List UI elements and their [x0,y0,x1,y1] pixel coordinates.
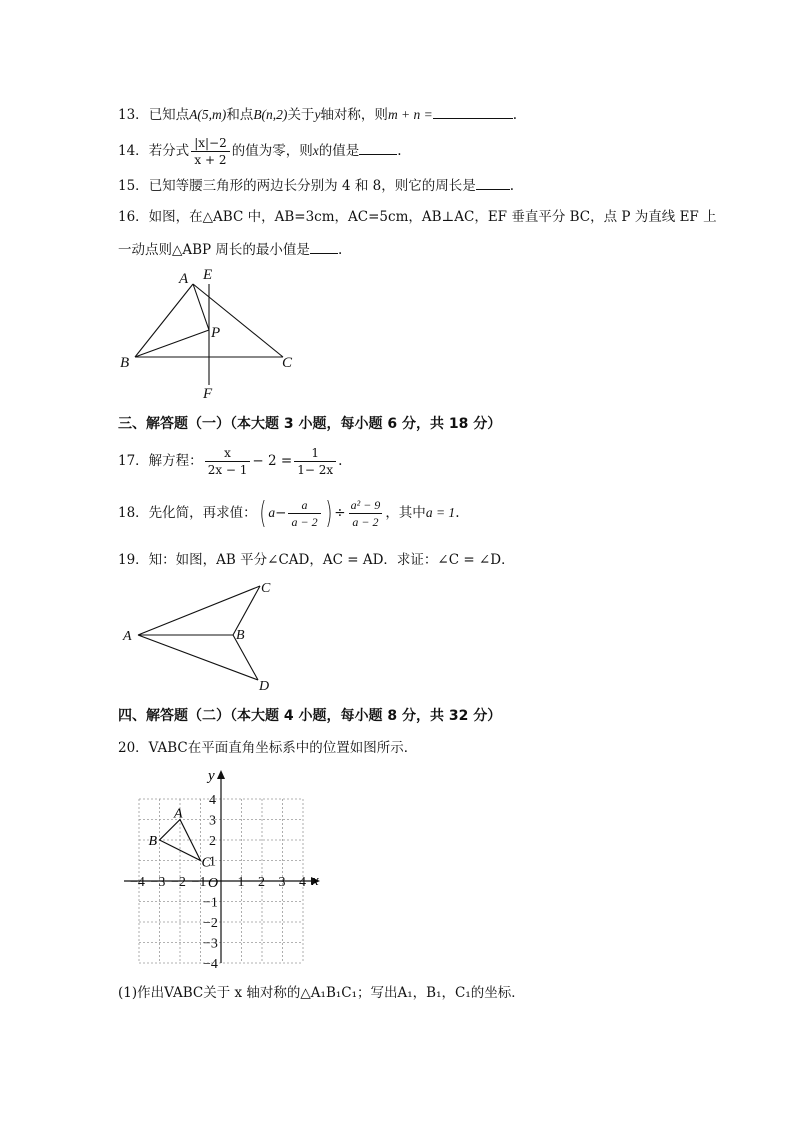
q13-number: 13． [118,107,149,123]
y-tick-label: 1 [209,854,216,870]
x-axis-label: x [312,873,319,889]
label-c: C [261,581,271,596]
q18-condition: a = 1 [425,505,456,520]
q15-end: . [509,178,515,194]
q13-text-4: 轴对称，则 [320,107,388,123]
x-tick-label: −2 [171,875,186,890]
q14-var: x [312,143,319,158]
q15-answer-blank[interactable] [476,175,510,190]
q13-answer-blank[interactable] [433,104,513,119]
question-13 [118,104,517,125]
label-a: A [174,806,183,822]
x-tick-label: 1 [237,875,245,890]
question-17 [118,445,342,477]
x-tick-label: 2 [258,875,265,890]
q14-answer-blank[interactable] [359,140,397,155]
axes [124,770,320,963]
q15-number: 15． [118,178,149,194]
y-tick-label: −1 [203,895,218,911]
label-c: C [282,355,293,371]
q14-end: . [397,143,402,159]
question-15 [118,175,514,196]
q14-text-1: 若分式 [148,143,190,159]
q17-f1-den: 2x − 1 [205,461,251,477]
q17-f2-den: 1− 2x [294,461,336,477]
label-a: A [179,271,189,287]
y-tick-label: 2 [209,834,216,849]
q18-f1-num: a [301,498,308,512]
q18-a: a [268,505,276,520]
q13-point-b: B(n,2) [253,107,288,122]
q13-text-1: 已知点 [148,107,190,123]
q18-fraction-2 [348,498,384,529]
label-b: B [236,628,245,643]
q14-frac-num: |x|−2 [194,136,227,150]
figure-16-triangle [115,262,315,402]
question-16-line-1: 16．如图，在△ABC 中，AB=3cm，AC=5cm，AB⊥AC，EF 垂直平分 BC，点 P 为直线 EF 上 [118,209,717,225]
q18-f1-den: a − 2 [288,513,320,529]
x-tick-label: −3 [150,875,166,890]
q18-fraction-1 [288,498,320,529]
q13-text-2: 和点 [226,107,254,123]
y-tick-label: 4 [209,793,216,808]
q18-minus: − [275,505,287,521]
q17-label: 17．解方程： [118,453,203,469]
q14-frac-den: x + 2 [191,151,229,167]
y-tick-label: −4 [203,957,218,972]
q15-text: 已知等腰三角形的两边长分别为 4 和 8，则它的周长是 [148,178,476,194]
q17-mid: − 2 = [252,453,293,469]
q17-f2-num: 1 [311,446,319,460]
figure-19-kite [115,574,285,694]
y-tick-label: −2 [203,916,218,931]
origin-label: O [208,876,219,891]
q16-text: 一动点则△ABP 周长的最小值是 [118,242,310,258]
q16-end: . [337,242,343,258]
y-axis-arrow [217,770,225,779]
label-e: E [203,267,213,283]
question-16-line-2 [118,239,342,260]
question-18 [118,495,459,531]
label-a: A [123,629,132,644]
question-14 [118,136,402,167]
section-4-heading: 四、解答题（二）（本大题 4 小题，每小题 8 分，共 32 分） [118,708,502,724]
q17-f1-num: x [224,446,231,460]
label-p: P [211,325,221,341]
x-tick-label: 3 [278,875,286,890]
label-c: C [201,855,211,871]
figure-20-coordinate-plane [120,768,330,972]
q14-number: 14． [118,143,149,159]
segment-ac [193,284,283,357]
q13-point-a: A(5,m) [189,107,227,122]
question-20: 20．VABC在平面直角坐标系中的位置如图所示． [118,740,418,756]
q18-tail: ，其中 [385,505,426,521]
label-f: F [203,386,213,402]
label-b: B [120,355,130,371]
y-tick-label: 3 [209,813,216,829]
x-tick-label: −4 [130,875,145,890]
label-d: D [259,679,270,694]
q18-end: . [455,505,460,521]
q16-answer-blank[interactable] [310,239,338,254]
label-b: B [148,834,158,849]
q14-fraction [191,136,230,167]
q18-label: 18．先化简，再求值： [118,505,257,521]
q13-end: . [512,107,518,123]
q13-axis: y [314,107,321,122]
q14-text-2: 的值为零，则 [231,143,313,159]
q13-expression: m + n = [387,107,433,122]
y-tick-label: −3 [203,936,218,952]
x-tick-label: −1 [191,875,207,890]
q18-divide: ÷ [334,505,346,521]
question-19: 19．知：如图，AB 平分∠CAD，AC = AD．求证：∠C = ∠D． [118,552,515,568]
q13-text-3: 关于 [287,107,315,123]
q18-paren-right: ) [324,495,332,531]
q17-end: . [338,453,343,469]
question-20-part-1: (1)作出VABC关于 x 轴对称的△A₁B₁C₁；写出A₁，B₁，C₁的坐标． [118,985,525,1001]
q17-fraction-2 [294,446,336,477]
q14-text-3: 的值是 [318,143,360,159]
q18-f2-den: a − 2 [349,513,381,529]
q17-fraction-1 [205,446,251,477]
section-3-heading: 三、解答题（一）（本大题 3 小题，每小题 6 分，共 18 分） [118,416,502,432]
x-tick-label: 4 [299,875,306,890]
q18-f2-num: a² − 9 [350,498,381,512]
y-axis-label: y [208,768,215,784]
q18-paren-left: ( [259,495,267,531]
